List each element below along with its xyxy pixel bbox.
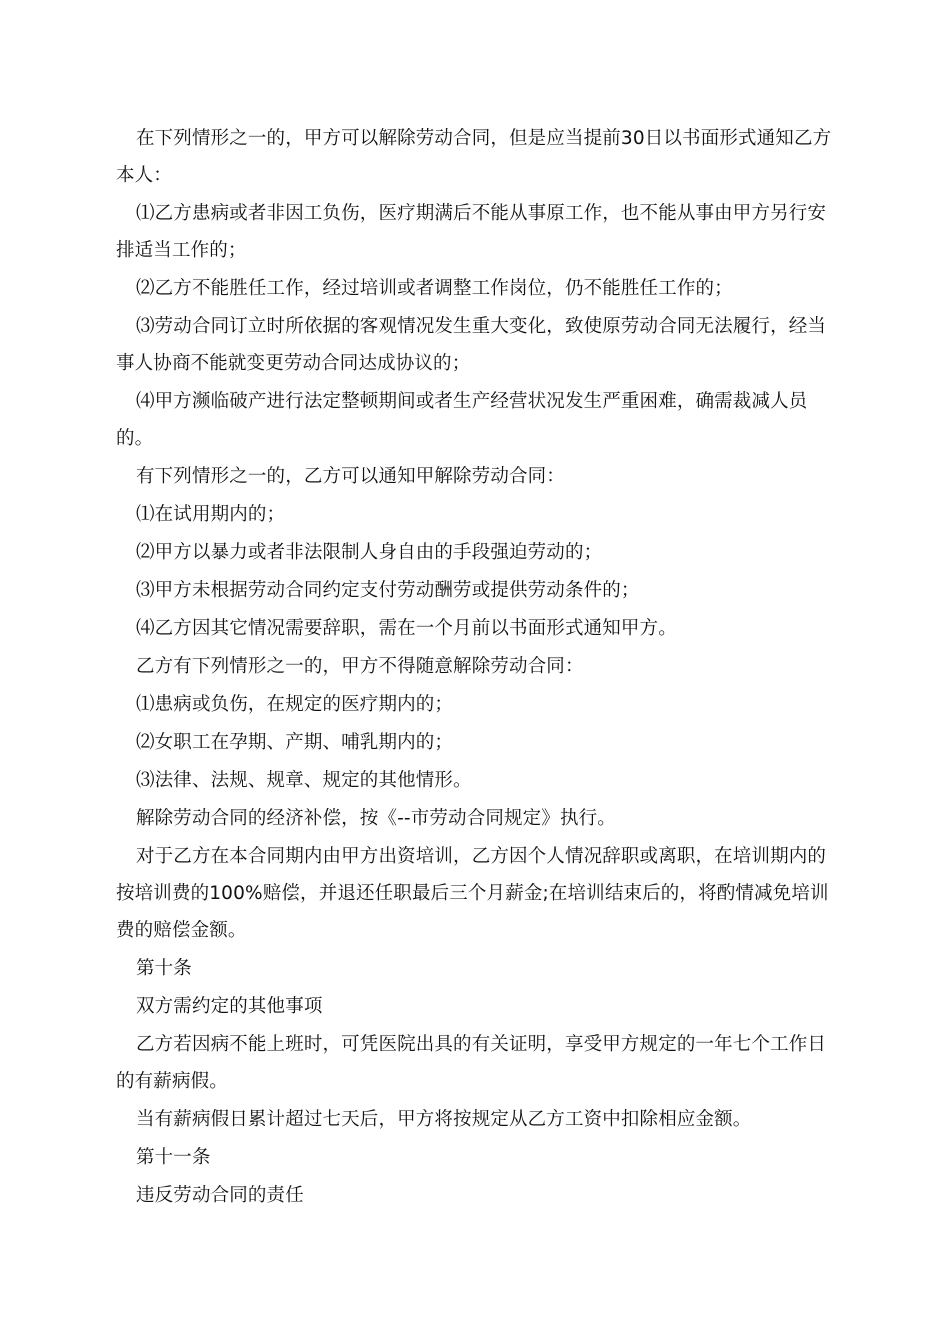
paragraph: ⑷乙方因其它情况需要辞职，需在一个月前以书面形式通知甲方。: [136, 618, 677, 639]
paragraph: 解除劳动合同的经济补偿，按《--市劳动合同规定》执行。: [136, 808, 616, 829]
paragraph: ⑵甲方以暴力或者非法限制人身自由的手段强迫劳动的；: [136, 542, 603, 563]
paragraph: ⑵乙方不能胜任工作，经过培训或者调整工作岗位，仍不能胜任工作的；: [136, 278, 733, 299]
section-title: 双方需约定的其他事项: [136, 996, 323, 1017]
paragraph: ⑷甲方濒临破产进行法定整顿期间或者生产经营状况发生严重困难，确需裁减人员的。: [116, 391, 808, 449]
paragraph: ⑶法律、法规、规章、规定的其他情形。: [136, 770, 472, 791]
paragraph: ⑶劳动合同订立时所依据的客观情况发生重大变化，致使原劳动合同无法履行，经当事人协商不能就变更劳动合同达成协议的；: [116, 316, 827, 374]
section-number: 第十条: [136, 958, 192, 979]
paragraph: 乙方若因病不能上班时，可凭医院出具的有关证明，享受甲方规定的一年七个工作日的有薪病假。: [116, 1034, 827, 1092]
paragraph: 对于乙方在本合同期内由甲方出资培训，乙方因个人情况辞职或离职，在培训期内的按培训费的100%赔偿，并退还任职最后三个月薪金;在培训结束后的，将酌情减免培训费的赔偿金额。: [116, 846, 829, 941]
document-body: [116, 120, 838, 1215]
paragraph: ⑵女职工在孕期、产期、哺乳期内的；: [136, 732, 454, 753]
section-title: 违反劳动合同的责任: [136, 1185, 304, 1206]
paragraph: 有下列情形之一的，乙方可以通知甲解除劳动合同：: [136, 466, 565, 487]
paragraph: ⑴乙方患病或者非因工负伤，医疗期满后不能从事原工作，也不能从事由甲方另行安排适当工作的；: [116, 203, 827, 261]
paragraph: 在下列情形之一的，甲方可以解除劳动合同，但是应当提前30日以书面形式通知乙方本人：: [116, 128, 832, 186]
section-number: 第十一条: [136, 1147, 211, 1168]
paragraph: ⑶甲方未根据劳动合同约定支付劳动酬劳或提供劳动条件的；: [136, 580, 640, 601]
paragraph: ⑴在试用期内的；: [136, 504, 286, 525]
paragraph: 乙方有下列情形之一的，甲方不得随意解除劳动合同：: [136, 656, 584, 677]
paragraph: 当有薪病假日累计超过七天后，甲方将按规定从乙方工资中扣除相应金额。: [136, 1109, 752, 1130]
paragraph: ⑴患病或负伤，在规定的医疗期内的；: [136, 694, 454, 715]
